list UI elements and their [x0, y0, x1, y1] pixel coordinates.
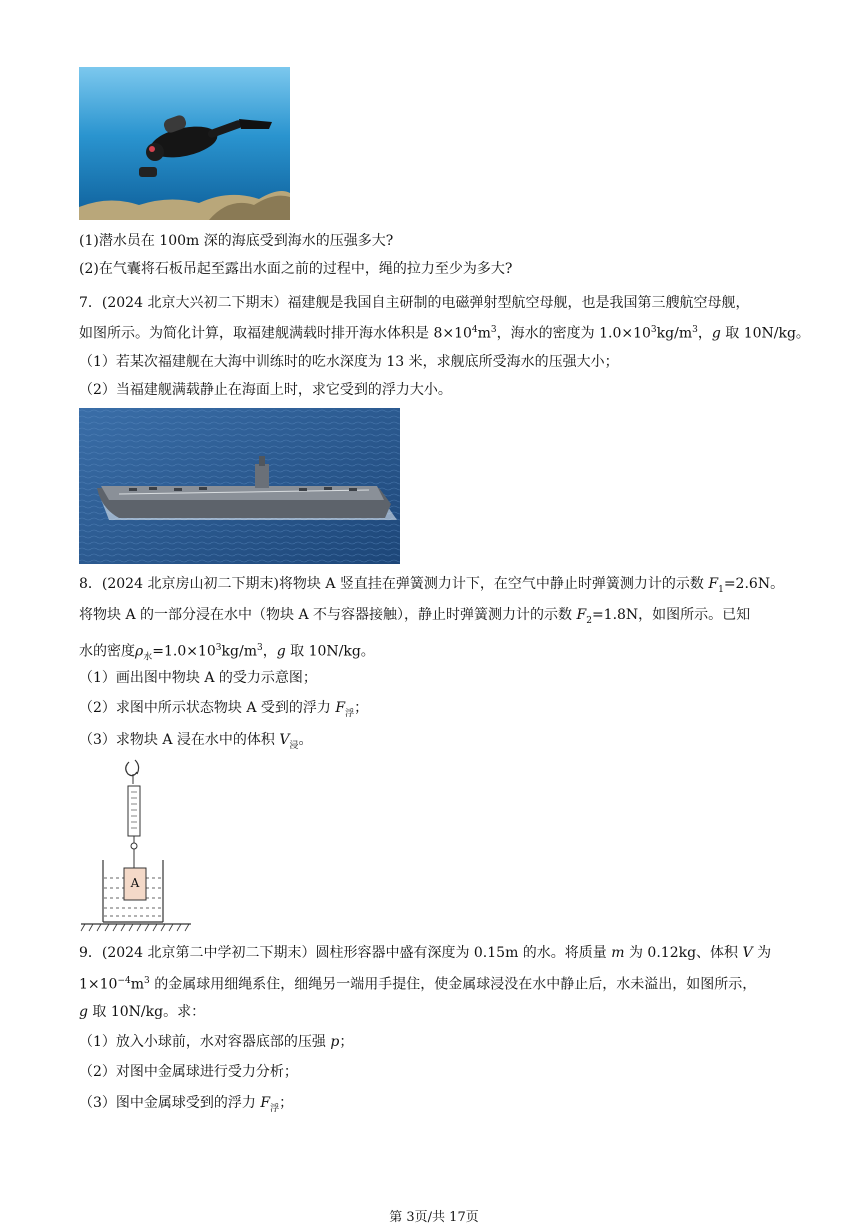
block-a-label: A: [130, 876, 140, 890]
q7-sub2: （2）当福建舰满载静止在海面上时，求它受到的浮力大小。: [79, 382, 452, 398]
aircraft-carrier-photo: [79, 408, 400, 564]
q9-sub2: （2）对图中金属球进行受力分析；: [79, 1064, 298, 1080]
q9-sub3: （3）图中金属球受到的浮力 $F_浮$；: [79, 1095, 294, 1114]
q6-sub2: (2)在气囊将石板吊起至露出水面之前的过程中，绳的拉力至少为多大?: [79, 261, 513, 277]
q7-line1: 7．(2024 北京大兴初二下期末）福建舰是我国自主研制的电磁弹射型航空母舰，也是我国第三艘航空母舰，: [79, 295, 750, 311]
q6-sub1: (1)潜水员在 100m 深的海底受到海水的压强多大?: [79, 233, 394, 249]
q9-line3: g 取 10N/kg。求：: [79, 1004, 206, 1020]
q8-sub2: （2）求图中所示状态物块 A 受到的浮力 $F_浮$；: [79, 700, 369, 719]
q8-line3: 水的密度$\rho_水=1.0\times 10^3kg/m^3$，g 取 10N/kg。: [79, 643, 375, 663]
page-footer: 第 3页/共 17页: [389, 1210, 479, 1225]
q8-sub1: （1）画出图中物块 A 的受力示意图；: [79, 670, 317, 686]
q8-line1: 8．(2024 北京房山初二下期末)将物块 A 竖直挂在弹簧测力计下，在空气中静止时弹簧测力计的示数 $F_1=2.6N$。: [79, 576, 785, 595]
q9-line2: $1\times 10^{-4}m^3$ 的金属球用细绳系住，细绳另一端用手提住，使金属球浸没在水中静止后，水未溢出，如图所示，: [79, 976, 757, 993]
q8-sub3: （3）求物块 A 浸在水中的体积 $V_浸$。: [79, 732, 313, 751]
q8-line2: 将物块 A 的一部分浸在水中（物块 A 不与容器接触），静止时弹簧测力计的示数 $F_2=1.8N$，如图所示。已知: [79, 607, 751, 626]
q9-sub1: （1）放入小球前，水对容器底部的压强 p；: [79, 1034, 354, 1050]
q9-line1: 9．(2024 北京第二中学初二下期末）圆柱形容器中盛有深度为 0.15m 的水。将质量 m 为 0.12kg、体积 V 为: [79, 945, 772, 961]
q7-sub1: （1）若某次福建舰在大海中训练时的吃水深度为 13 米，求舰底所受海水的压强大小；: [79, 354, 619, 370]
diver-photo: [79, 67, 290, 220]
spring-scale-diagram: [79, 758, 194, 933]
q7-line2: 如图所示。为简化计算，取福建舰满载时排开海水体积是 $8\times 10^4m^3$，海水的密度为 $1.0\times 10^3kg/m^3$，g 取 10N/kg。: [79, 325, 810, 342]
